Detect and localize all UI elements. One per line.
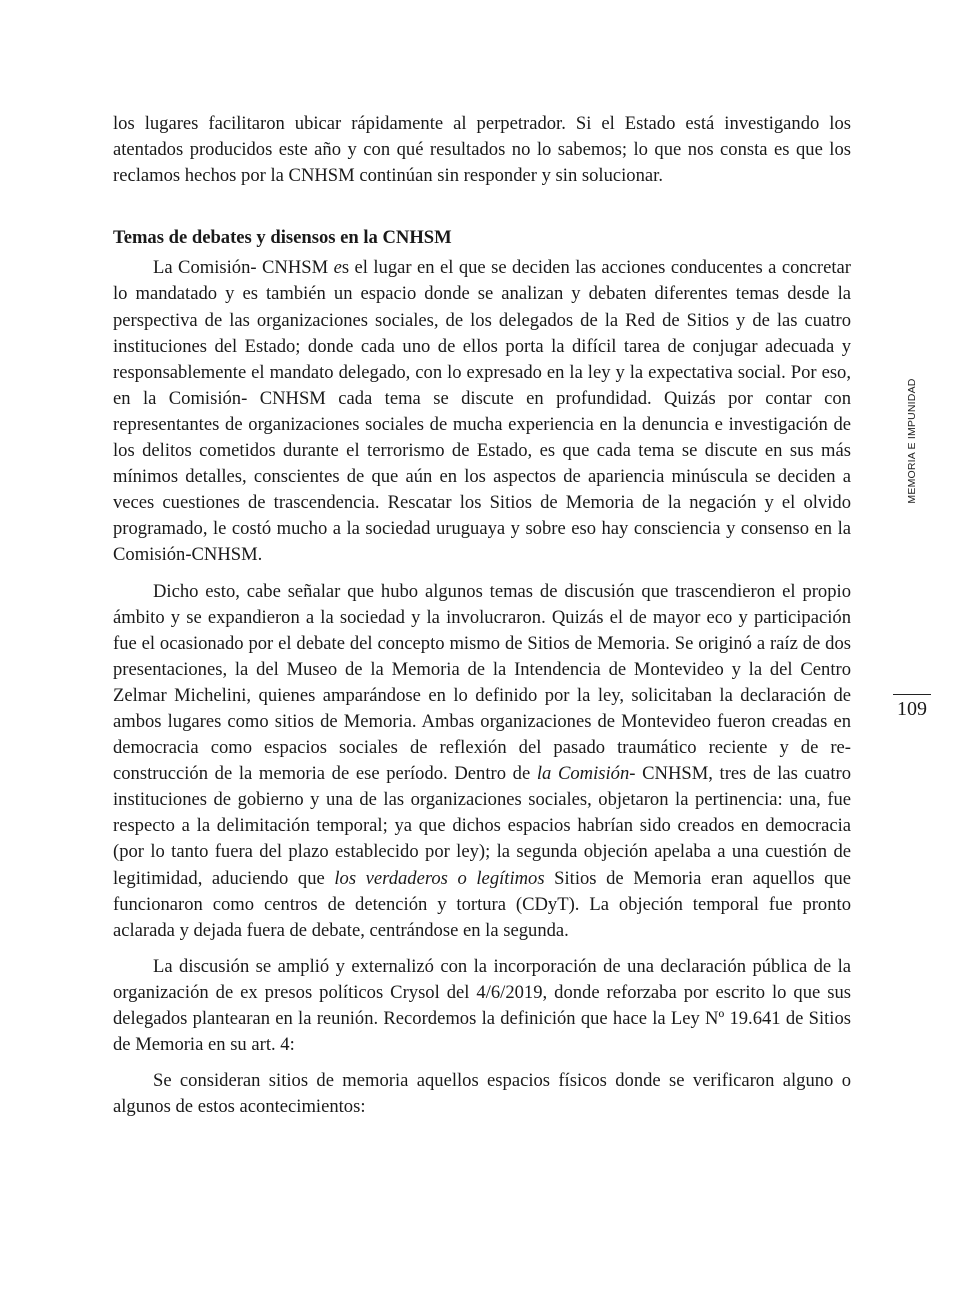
- page-number: 109: [893, 694, 931, 721]
- paragraph-continued: los lugares facilitaron ubicar rápidamente al perpetrador. Si el Estado está investigando los atentados producidos este año y con qué resultados no lo sabemos; lo que nos consta es que los reclamos hechos por la CNHSM continúan sin responder y sin solucionar.: [113, 113, 851, 187]
- paragraph-2: [113, 579, 851, 944]
- paragraph-4: Se consideran sitios de memoria aquellos espacios físicos donde se verificaron alguno o algunos de estos acontecimientos:: [113, 1070, 851, 1118]
- running-header-label: MEMORIA E IMPUNIDAD: [906, 377, 918, 504]
- paragraph-1-text-b: s el lugar en el que se deciden las acciones conducentes a concretar lo mandatado y es también un espacio donde se analizan y debaten diferentes temas desde la perspectiva de las organizaciones sociales, de los delegados de la Red de Sitios y de las cuatro instituciones del Estado; donde cada uno de ellos porta la difícil tarea de conjugar adecuada y responsablemente el mandato delegado, con lo expresado en la ley y la expectativa social. Por eso, en la Comisión- CNHSM cada tema se discute en profundidad. Quizás por contar con representantes de organizaciones sociales de mucha experiencia en la denuncia e investigación de los delitos cometidos durante el terrorismo de Estado, es que cada tema se discute en sus más mínimos detalles, conscientes de que aún en los aspectos de apariencia minúscula se deciden a veces cuestiones de trascendencia. Rescatar los Sitios de Memoria de la negación y el olvido programado, le costó mucho a la sociedad uruguaya y sobre eso hay consciencia y consenso en la Comisión-CNHSM.: [113, 257, 851, 566]
- paragraph-3: La discusión se amplió y externalizó con la incorporación de una declaración pública de la organización de ex presos políticos Crysol del 4/6/2019, donde reforzaba por escrito lo que sus delegados plantearan en la reunión. Recordemos la definición que hace la Ley Nº 19.641 de Sitios de Memoria en su art. 4:: [113, 955, 851, 1056]
- paragraph-2-text-c: Sitios de Memoria eran aquellos que funcionaron como centros de detención y tortura (CDyT). La objeción temporal fue pronto aclarada y dejada fuera de debate, centrándose en la segunda.: [113, 867, 851, 941]
- running-header: [903, 368, 921, 513]
- paragraph-1-text-a: La Comisión- CNHSM: [153, 257, 334, 279]
- paragraph-2-italic-b: los verdaderos o legítimos: [334, 867, 545, 889]
- paragraph-1: [113, 255, 851, 568]
- paragraph-1-italic: e: [333, 257, 342, 279]
- body-text: [113, 111, 851, 1120]
- section-heading: Temas de debates y disensos en la CNHSM: [113, 227, 452, 249]
- paragraph-2-text-b: CNHSM, tres de las cuatro instituciones de gobierno y una de las organizaciones sociales, objetaron la pertinencia: una, fue respecto a la delimitación temporal; ya que dichos espacios habrían sido creados en democracia (por lo tanto fuera del plazo establecido por ley); la segunda objeción apelaba a una cuestión de legitimidad, aduciendo que: [113, 763, 852, 889]
- paragraph-2-italic-a: la Comisión-: [536, 763, 636, 785]
- paragraph-2-text-a: Dicho esto, cabe señalar que hubo algunos temas de discusión que trascendieron el propio ámbito y se expandieron a la sociedad y la involucraron. Quizás el de mayor eco y participación fue el ocasionado por el debate del concepto mismo de Sitios de Memoria. Se originó a raíz de dos presentaciones, la del Museo de la Memoria de la Intendencia de Montevideo y la del Centro Zelmar Michelini, quienes amparándose en lo definido por la ley, solicitaban la declaración de ambos lugares como sitios de Memoria. Ambas organizaciones de Montevideo fueron creadas en democracia como espacios sociales de reflexión del pasado traumático reciente y de re-construcción de la memoria de ese período. Dentro de: [113, 580, 851, 785]
